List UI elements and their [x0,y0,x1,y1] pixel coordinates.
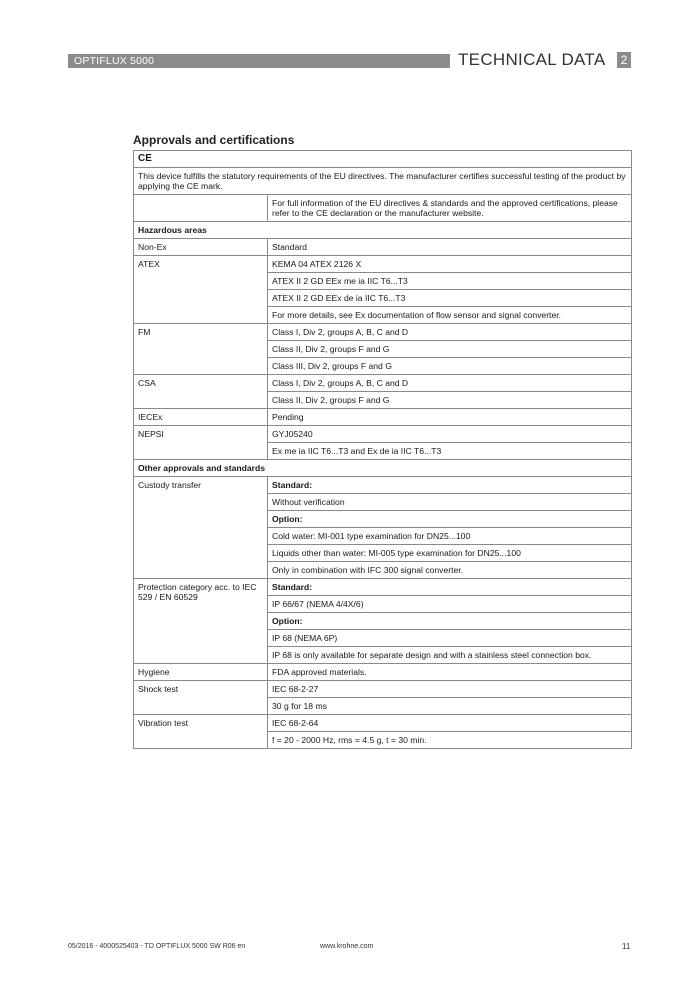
ce-info-label [134,195,268,222]
row-label: CSA [134,375,268,409]
header-section-title: TECHNICAL DATA [458,50,606,69]
row-value: Cold water: MI-001 type examination for DN25...100 [268,528,632,545]
row-label: IECEx [134,409,268,426]
hazardous-heading: Hazardous areas [134,222,632,239]
table-row [134,426,632,443]
row-value: IEC 68-2-27 [268,681,632,698]
header-section-number: 2 [617,52,631,68]
table-row [134,256,632,273]
row-value: ATEX II 2 GD EEx me ia IIC T6...T3 [268,273,632,290]
hazardous-heading-row [134,222,632,239]
footer-doc-ref: 05/2016 - 4000525403 - TD OPTIFLUX 5000 SW R06 en [68,943,246,950]
table-row [134,715,632,732]
ce-info-row [134,195,632,222]
ce-statement-row [134,168,632,195]
table-row [134,579,632,596]
footer-website[interactable]: www.krohne.com [320,943,374,950]
row-value: FDA approved materials. [268,664,632,681]
row-value: Standard [268,239,632,256]
row-value: Standard: [268,477,632,494]
row-label: Vibration test [134,715,268,749]
row-value: IEC 68-2-64 [268,715,632,732]
row-value: Liquids other than water: MI-005 type examination for DN25...100 [268,545,632,562]
row-label: Protection category acc. to IEC 529 / EN 60529 [134,579,268,664]
row-value: For more details, see Ex documentation of flow sensor and signal converter. [268,307,632,324]
row-value: ATEX II 2 GD EEx de ia IIC T6...T3 [268,290,632,307]
row-label: Hygiene [134,664,268,681]
ce-heading: CE [134,151,632,168]
row-label: ATEX [134,256,268,324]
footer-page-number: 11 [622,942,631,951]
row-value: GYJ05240 [268,426,632,443]
row-value: KEMA 04 ATEX 2126 X [268,256,632,273]
row-value: Class I, Div 2, groups A, B, C and D [268,324,632,341]
table-row [134,239,632,256]
row-value: Only in combination with IFC 300 signal converter. [268,562,632,579]
row-value: Ex me ia IIC T6...T3 and Ex de ia IIC T6...T3 [268,443,632,460]
other-heading-row [134,460,632,477]
other-heading: Other approvals and standards [134,460,632,477]
table-row [134,664,632,681]
row-value: Class I, Div 2, groups A, B, C and D [268,375,632,392]
row-label: Non-Ex [134,239,268,256]
ce-statement: This device fulfills the statutory requirements of the EU directives. The manufacturer certifies successful testing of the product by applying the CE mark. [134,168,632,195]
row-label: Custody transfer [134,477,268,579]
header-product-bar [68,54,450,68]
table-row [134,375,632,392]
row-value: Option: [268,613,632,630]
table-row [134,409,632,426]
row-label: FM [134,324,268,375]
row-value: IP 68 (NEMA 6P) [268,630,632,647]
row-label: Shock test [134,681,268,715]
table-row [134,681,632,698]
row-value: Class II, Div 2, groups F and G [268,392,632,409]
row-value: IP 66/67 (NEMA 4/4X/6) [268,596,632,613]
row-value: Standard: [268,579,632,596]
row-value: Pending [268,409,632,426]
approvals-table [133,150,632,749]
row-value: Option: [268,511,632,528]
ce-heading-row [134,151,632,168]
row-value: IP 68 is only available for separate design and with a stainless steel connection box. [268,647,632,664]
row-value: Without verification [268,494,632,511]
table-row [134,477,632,494]
row-value: Class III, Div 2, groups F and G [268,358,632,375]
row-label: NEPSI [134,426,268,460]
ce-info: For full information of the EU directives & standards and the approved certifications, please refer to the CE declaration or the manufacturer website. [268,195,632,222]
row-value: Class II, Div 2, groups F and G [268,341,632,358]
row-value: f = 20 - 2000 Hz, rms = 4.5 g, t = 30 min. [268,732,632,749]
section-title: Approvals and certifications [133,133,295,147]
table-row [134,324,632,341]
header-product-name: OPTIFLUX 5000 [74,55,155,67]
row-value: 30 g for 18 ms [268,698,632,715]
